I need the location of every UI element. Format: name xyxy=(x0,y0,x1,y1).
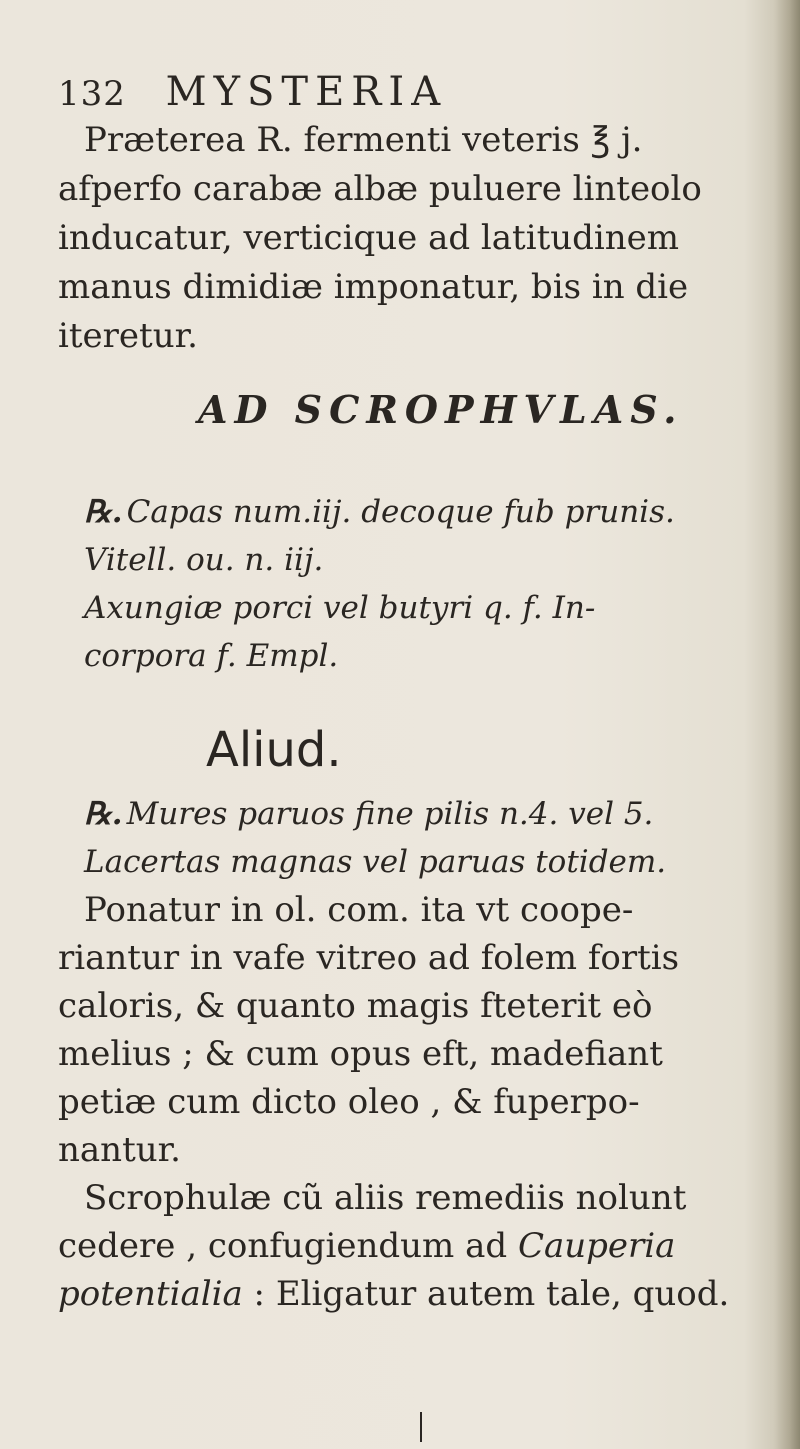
section-heading: AD SCROPHVLAS. xyxy=(198,387,684,432)
recipe-1-line xyxy=(58,488,778,536)
paragraph-3-line: Scrophulæ cũ aliis remediis nolunt xyxy=(84,1178,687,1218)
paragraph-1 xyxy=(58,116,778,361)
running-title: MYSTERIA xyxy=(165,69,448,115)
recipe-2-text: Mures paruos fine pilis n.4. vel 5. xyxy=(126,796,654,832)
paragraph-3-line xyxy=(58,1222,778,1270)
paragraph-2-line: caloris, & quanto magis fteterit eò xyxy=(58,986,653,1026)
page-number: 132 xyxy=(58,74,126,114)
paragraph-2-line: melius ; & cum opus eft, madefiant xyxy=(58,1034,663,1074)
paragraph-1-line: manus dimidiæ imponatur, bis in die xyxy=(58,267,689,307)
footer-mark xyxy=(420,1412,422,1442)
paragraph-2-line: riantur in vafe vitreo ad folem fortis xyxy=(58,938,680,978)
paragraph-3-text: cedere , confugiendum ad xyxy=(58,1226,518,1266)
subheading-aliud: Aliud. xyxy=(206,722,342,778)
paragraph-1-line: afperfo carabæ albæ puluere linteolo xyxy=(58,169,702,209)
paragraph-1-line: iteretur. xyxy=(58,316,198,356)
paragraph-2 xyxy=(58,886,778,1318)
recipe-1-line: Vitell. ou. n. iij. xyxy=(84,542,324,578)
recipe-symbol: ℞. xyxy=(84,796,123,832)
recipe-2 xyxy=(58,790,778,886)
recipe-1-text: Capas num.iij. decoque fub prunis. xyxy=(126,494,675,530)
recipe-symbol: ℞. xyxy=(84,494,123,530)
recipe-2-line: Lacertas magnas vel paruas totidem. xyxy=(84,844,667,880)
paragraph-2-line: nantur. xyxy=(58,1130,181,1170)
paragraph-2-line: petiæ cum dicto oleo , & fuperpo- xyxy=(58,1082,640,1122)
paragraph-1-line: inducatur, verticique ad latitudinem xyxy=(58,218,680,258)
paragraph-3-text: : Eligatur autem tale, quod. xyxy=(242,1274,730,1314)
paragraph-1-line: Præterea R. fermenti veteris ℥ j. xyxy=(84,120,643,160)
recipe-1-line: corpora f. Empl. xyxy=(84,638,339,674)
paragraph-3-line xyxy=(58,1270,778,1318)
recipe-1 xyxy=(58,488,778,680)
paragraph-3-italic: Cauperia xyxy=(517,1226,676,1266)
recipe-2-line xyxy=(58,790,778,838)
running-header xyxy=(58,68,778,118)
paragraph-2-line: Ponatur in ol. com. ita vt coope- xyxy=(84,890,634,930)
recipe-1-line: Axungiæ porci vel butyri q. f. In- xyxy=(84,590,596,626)
paragraph-3-italic: potentialia xyxy=(58,1274,243,1314)
